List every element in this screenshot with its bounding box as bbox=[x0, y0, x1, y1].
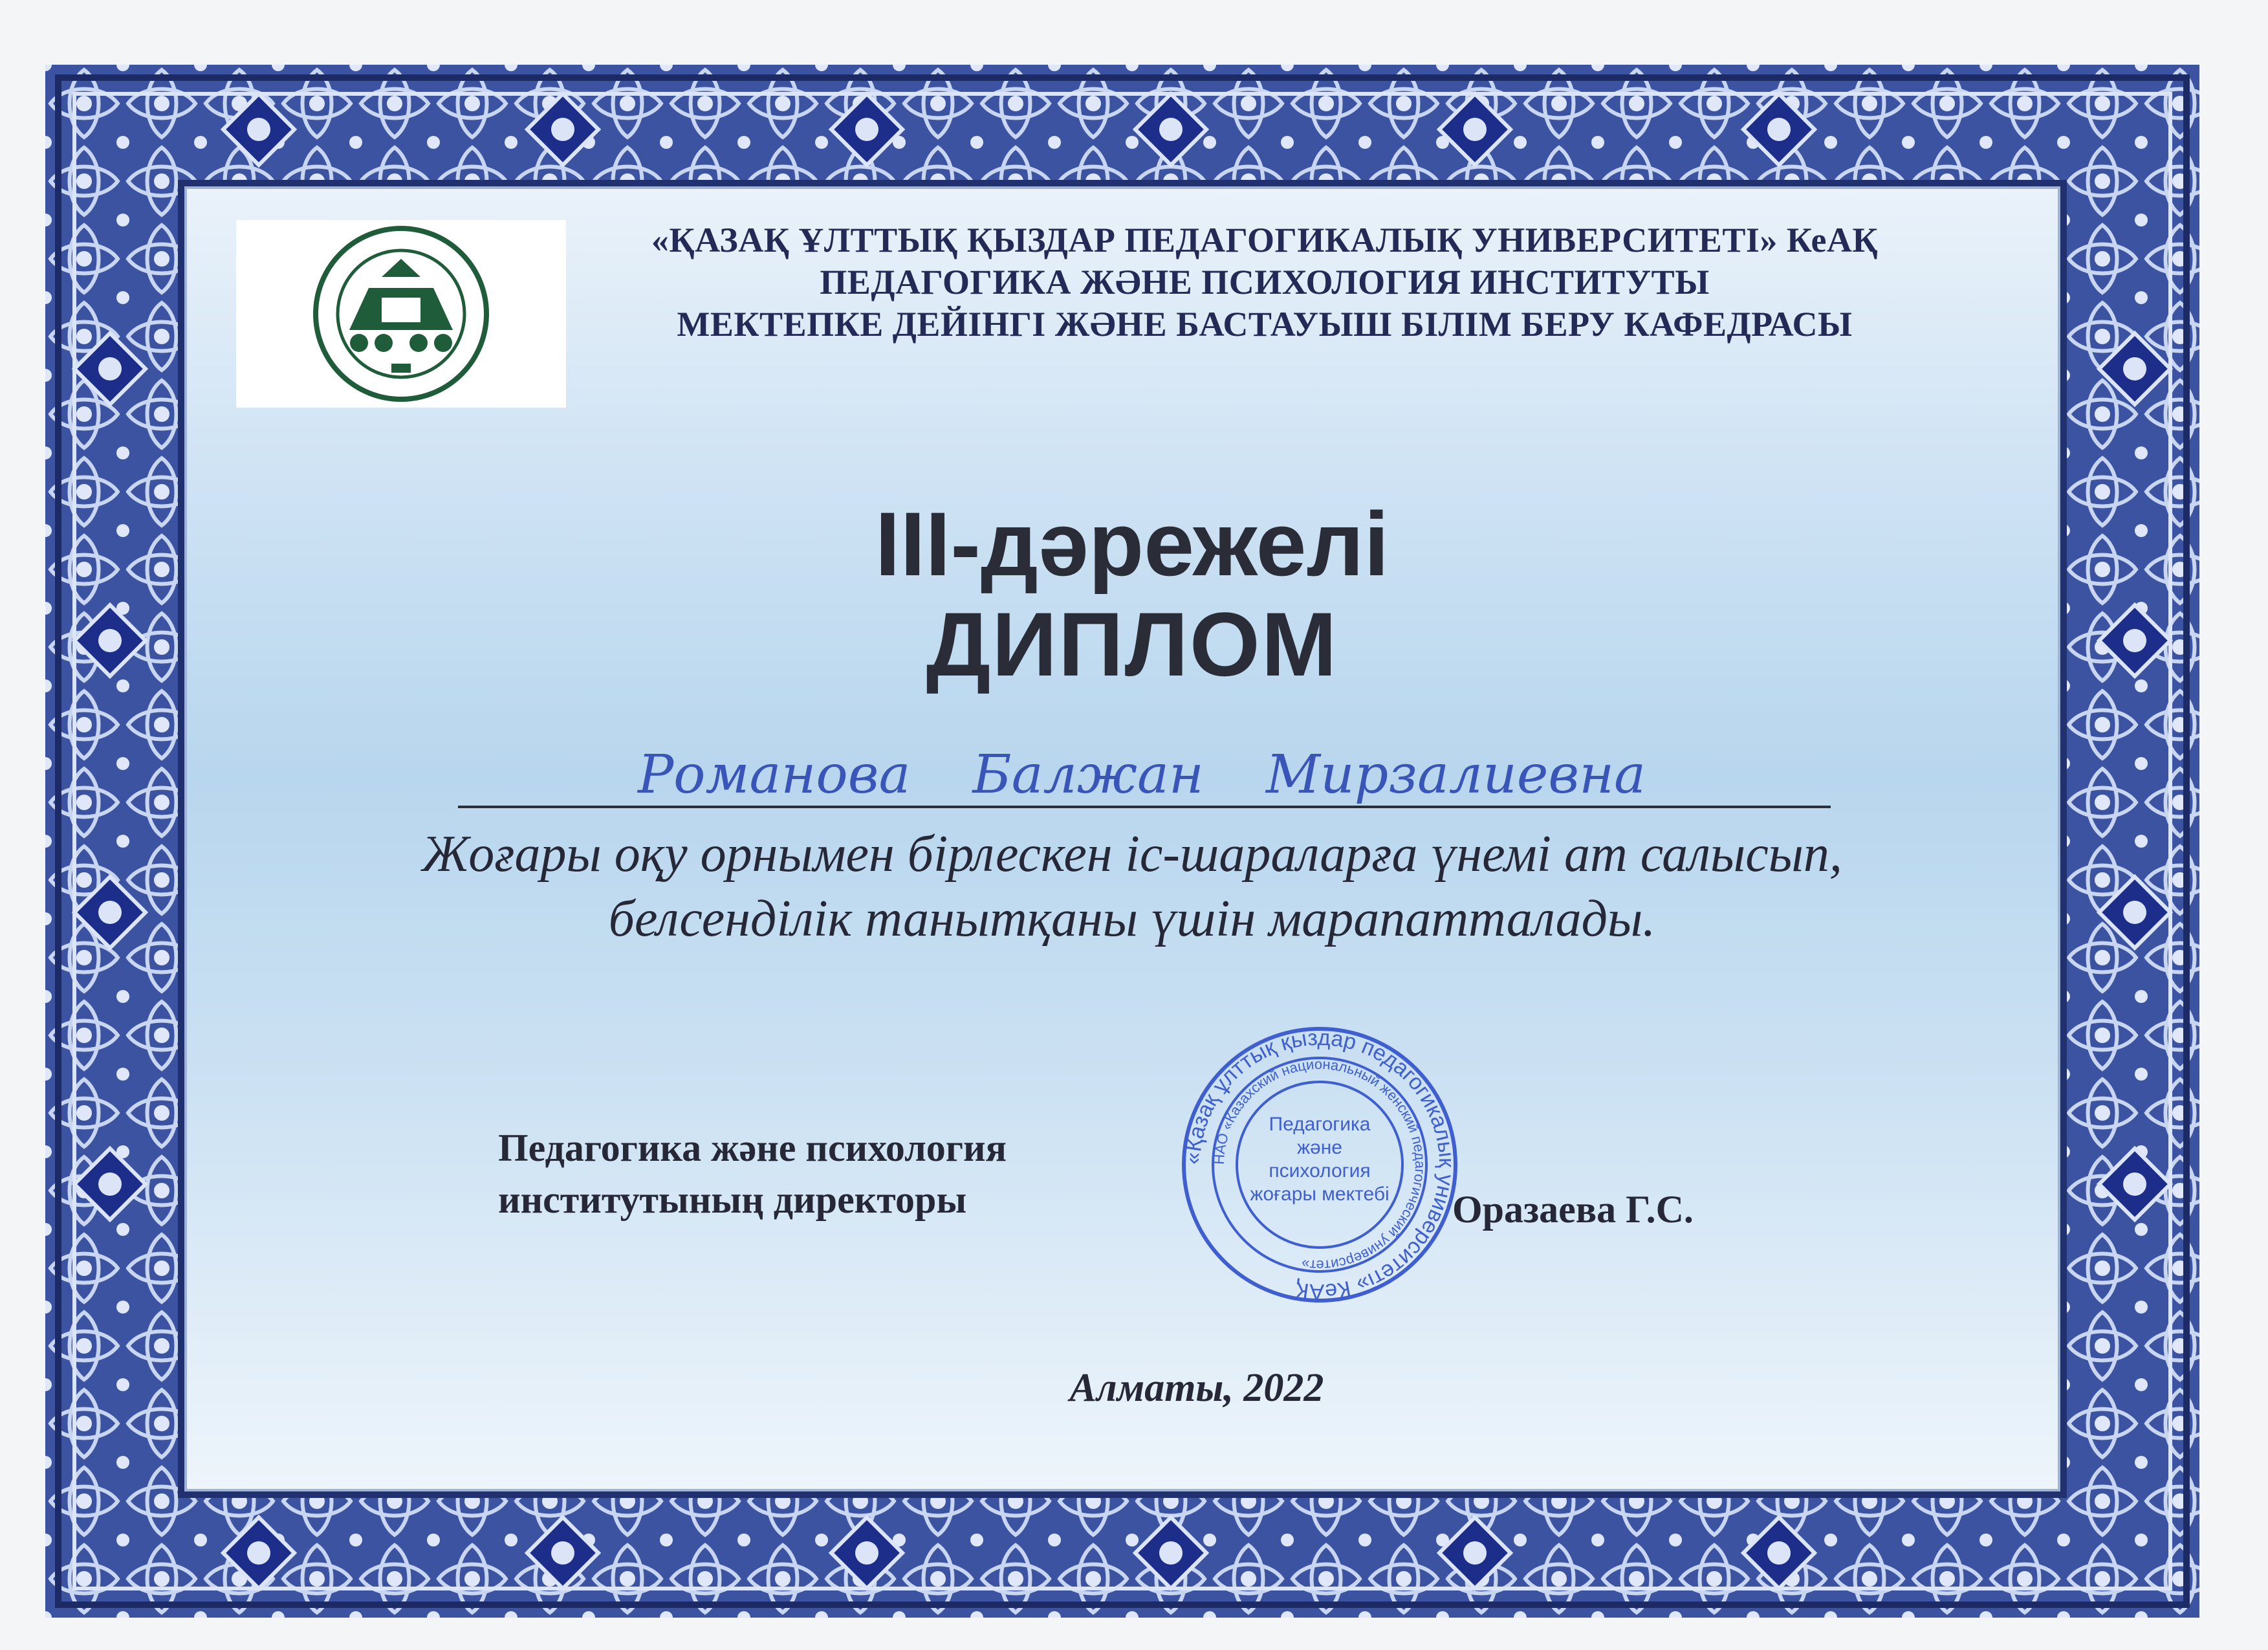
award-text-line1: Жоғары оқу орнымен бірлескен іс-шараларға үнемі ат салысып, bbox=[422, 826, 1842, 883]
signatory-title-line1: Педагогика және психология bbox=[498, 1127, 1007, 1169]
frame-medallion-center bbox=[2123, 1172, 2146, 1196]
frame-medallion-center bbox=[2123, 901, 2146, 924]
frame-medallion-center bbox=[247, 118, 270, 141]
frame-medallion-center bbox=[98, 357, 122, 380]
logo-box bbox=[236, 220, 566, 408]
frame-medallion-center bbox=[1159, 1541, 1183, 1565]
frame-medallion-center bbox=[855, 1541, 878, 1565]
stamp-center-text: Педагогика және психология жоғары мектебі bbox=[1250, 1114, 1390, 1205]
award-text-line2: белсенділік танытқаны үшін марапатталады. bbox=[608, 890, 1656, 947]
frame-medallion-center bbox=[247, 1541, 270, 1565]
frame-medallion-center bbox=[2123, 357, 2146, 380]
frame-medallion-center bbox=[1463, 1541, 1487, 1565]
university-name: «ҚАЗАҚ ҰЛТТЫҚ ҚЫЗДАР ПЕДАГОГИКАЛЫҚ УНИВЕРСИТЕТІ» КеАҚ bbox=[651, 221, 1879, 259]
university-emblem-logo bbox=[236, 220, 566, 408]
diploma-degree: ІІІ-дәрежелі bbox=[875, 493, 1390, 595]
signatory-name: Оразаева Г.С. bbox=[1452, 1188, 1694, 1231]
department-name: МЕКТЕПКЕ ДЕЙІНГІ ЖӘНЕ БАСТАУЫШ БІЛІМ БЕРУ КАФЕДРАСЫ bbox=[677, 305, 1853, 344]
frame-medallion-center bbox=[98, 629, 122, 652]
frame-medallion-center bbox=[98, 901, 122, 924]
recipient-underline bbox=[458, 806, 1831, 808]
frame-medallion-center bbox=[1767, 118, 1791, 141]
frame-medallion-center bbox=[1159, 118, 1183, 141]
frame-medallion-center bbox=[551, 1541, 574, 1565]
frame-medallion-center bbox=[2123, 629, 2146, 652]
stamp-outer-text: «Қазақ ұлттық қыздар педагогикалық университеті» КеАҚ bbox=[1180, 1025, 1459, 1304]
frame-medallion-center bbox=[855, 118, 878, 141]
official-stamp bbox=[1177, 1022, 1462, 1307]
diploma-title: ДИПЛОМ bbox=[926, 593, 1338, 695]
institute-name: ПЕДАГОГИКА ЖӘНЕ ПСИХОЛОГИЯ ИНСТИТУТЫ bbox=[820, 263, 1710, 302]
frame-medallion-center bbox=[1767, 1541, 1791, 1565]
signatory-title-line2: институтының директоры bbox=[498, 1178, 967, 1221]
frame-medallion-center bbox=[1463, 118, 1487, 141]
frame-medallion-center bbox=[98, 1172, 122, 1196]
stamp-inner-text: НАО «Казахский национальный женский педагогический университет» bbox=[1210, 1055, 1429, 1274]
recipient-name-handwritten: Романова Балжан Мирзалиевна bbox=[637, 744, 1646, 806]
place-and-year: Алматы, 2022 bbox=[1069, 1366, 1324, 1410]
frame-medallion-center bbox=[551, 118, 574, 141]
